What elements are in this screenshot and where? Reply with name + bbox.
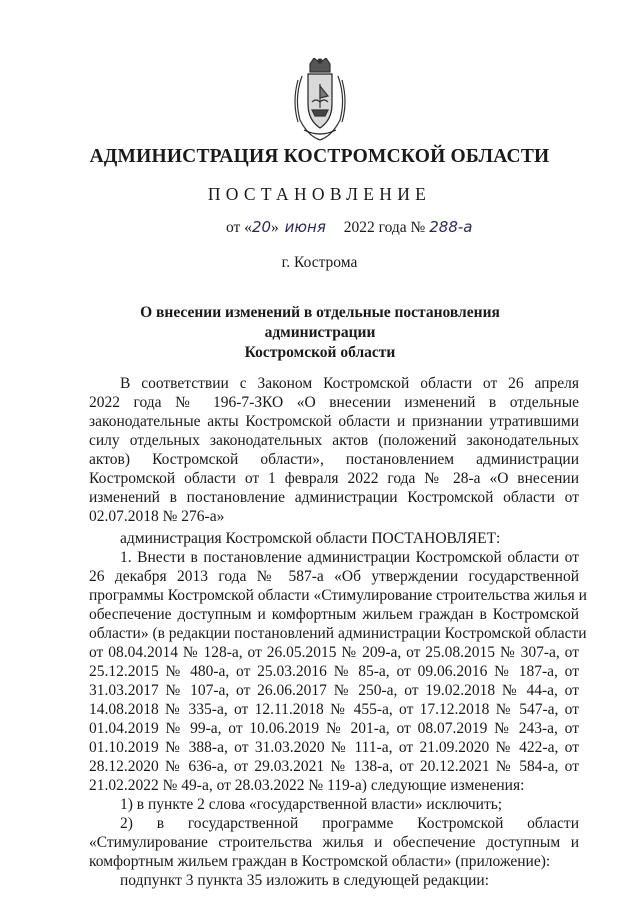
body-line: 01.04.2019 № 99-а, от 10.06.2019 № 201-а, от 08.07.2019 № 243-а, от [89,720,579,737]
body-line: администрация Костромской области ПОСТАНОВЛЯЕТ: [120,530,501,547]
body-line: «Стимулирование строительства жилья и обеспечение доступным и [89,834,579,851]
body-line: 26 декабря 2013 года № 587-а «Об утверждении государственной [89,568,579,585]
body-line: 1) в пункте 2 слова «государственной власти» исключить; [120,796,503,813]
body-line: 1. Внести в постановление администрации Костромской области от [120,549,579,566]
date-day: 20 [251,218,272,236]
coat-of-arms-emblem [290,58,350,143]
city: г. Кострома [281,254,358,271]
body-line: актов) Костромской области», постановлением администрации [89,451,579,468]
organization-title: АДМИНИСТРАЦИЯ КОСТРОМСКОЙ ОБЛАСТИ [89,146,550,167]
body-line: законодательные акты Костромской области и признании утратившими [89,413,579,430]
body-line: 01.10.2019 № 388-а, от 31.03.2020 № 111-а, от 21.09.2020 № 422-а, от [89,739,579,756]
body-line: области» (в редакции постановлений администрации Костромской области [89,625,587,642]
date-month: июня [284,218,326,236]
body-line: В соответствии с Законом Костромской области от 26 апреля [120,375,579,392]
date-year: 2022 года № [343,219,426,236]
body-line: Костромской области от 1 февраля 2022 года № 28-а «О внесении [89,470,579,487]
body-line: силу отдельных законодательных актов (положений законодательных [89,432,579,449]
body-line: программы Костромской области «Стимулирование строительства жилья и [89,587,587,604]
body-line: 02.07.2018 № 276-а» [89,508,225,525]
body-line: 31.03.2017 № 107-а, от 26.06.2017 № 250-а, от 19.02.2018 № 44-а, от [89,682,579,699]
document-date-line [226,218,526,237]
document-type: ПОСТАНОВЛЕНИЕ [207,184,432,204]
body-line: 2) в государственной программе Костромской области [120,815,579,832]
body-line: обеспечение доступным и комфортным жильем граждан в Костромской [89,606,579,623]
document-number: 288-а [429,218,473,236]
subject-line: Костромской области [244,344,396,361]
date-close-quote: » [271,219,279,236]
document-body [89,374,587,890]
body-line: 2022 года № 196-7-ЗКО «О внесении изменений в отдельные [89,394,579,411]
subject-line: О внесении изменений в отдельные постановления администрации [140,304,500,341]
body-line: 28.12.2020 № 636-а, от 29.03.2021 № 138-а, от 20.12.2021 № 584-а, от [89,758,579,775]
body-line: подпункт 3 пункта 35 изложить в следующей редакции: [120,872,490,889]
body-line: 14.08.2018 № 335-а, от 12.11.2018 № 455-а, от 17.12.2018 № 547-а, от [89,701,579,718]
body-line: изменений в постановление администрации Костромской области от [89,489,579,506]
body-line: 21.02.2022 № 49-а, от 28.03.2022 № 119-а) следующие изменения: [89,777,525,794]
date-prefix: от « [226,219,252,236]
body-line: от 08.04.2014 № 128-а, от 26.05.2015 № 209-а, от 25.08.2015 № 307-а, от [89,644,579,661]
document-subject [90,303,550,363]
body-line: комфортным жильем граждан в Костромской области» (приложение): [89,853,551,870]
body-line: 25.12.2015 № 480-а, от 25.03.2016 № 85-а, от 09.06.2016 № 187-а, от [89,663,579,680]
